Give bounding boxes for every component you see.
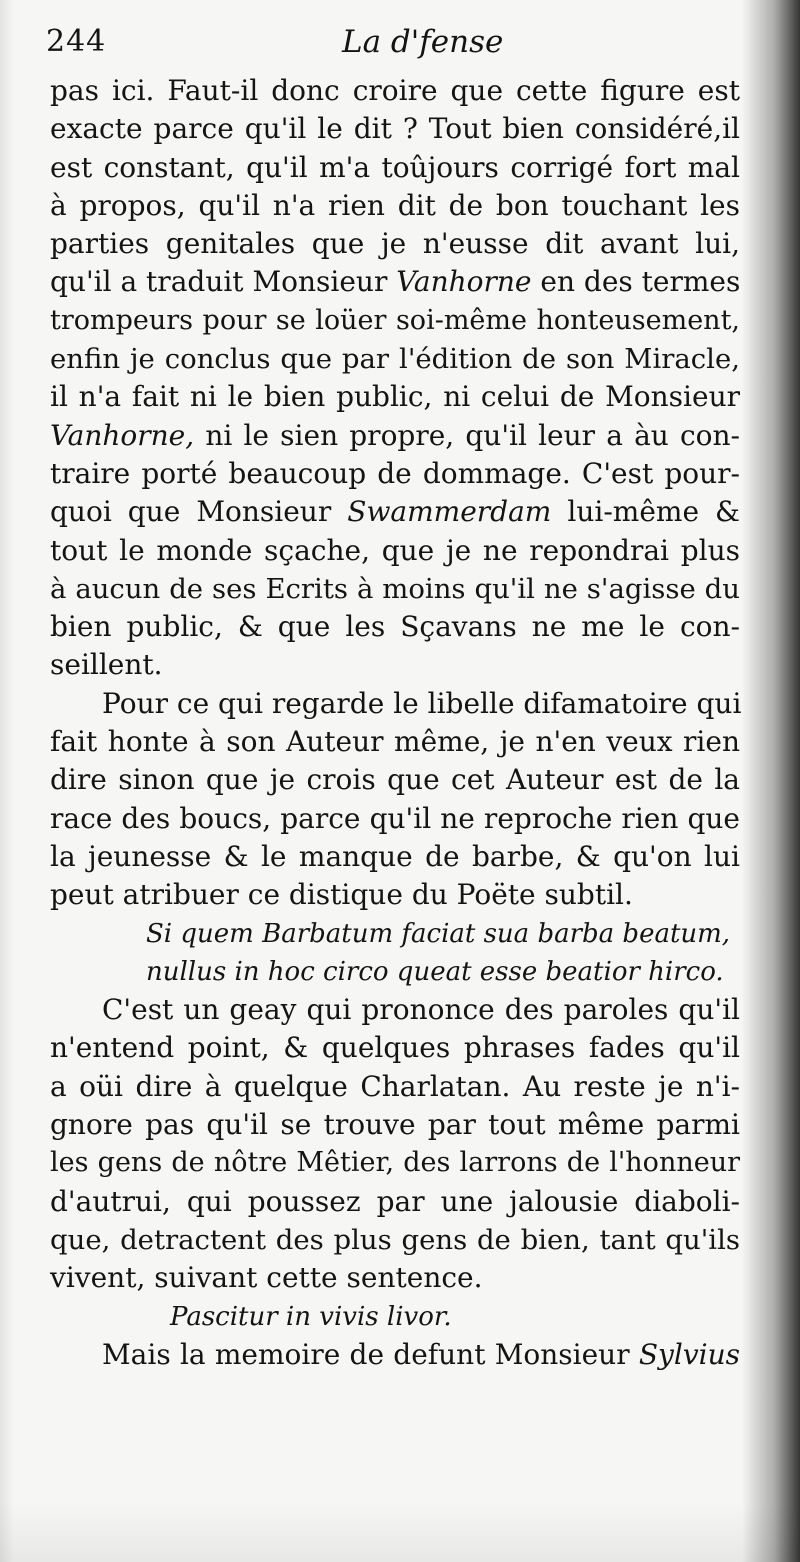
page-header (46, 24, 736, 72)
text-line: enfin je conclus que par l'édition de son Miracle, (50, 343, 740, 376)
name-vanhorne-italic: Vanhorne, (50, 418, 195, 452)
text-line: race des boucs, parce qu'il ne reproche rien que (50, 801, 740, 835)
text-line: il n'a fait ni le bien public, ni celui de Monsieur (50, 380, 740, 414)
running-head: La d'fense (342, 24, 504, 60)
page-number: 244 (46, 24, 107, 59)
text-line: les gens de nôtre Mêtier, des larrons de l'honneur (50, 1147, 740, 1179)
text-line: pas ici. Faut-il donc croire que cette figure est (50, 74, 740, 107)
text-line: a oüi dire à quelque Charlatan. Au reste je n'i- (50, 1069, 740, 1103)
name-swammerdam: Swammerdam (347, 495, 552, 529)
text-line: seillent. (50, 648, 163, 682)
text-line: peut atribuer ce distique du Poëte subtil. (50, 878, 633, 912)
body-text (50, 72, 740, 1374)
text-line: bien public, & que les Sçavans ne me le con- (50, 610, 740, 644)
text-line: est constant, qu'il m'a toûjours corrigé fort mal (50, 150, 740, 184)
text-line: trompeurs pour se loüer soi-même honteusement, (50, 304, 740, 336)
text-line: C'est un geay qui prononce des paroles qu'il (102, 993, 740, 1027)
verse-line: Si quem Barbatum faciat sua barba beatum, (146, 918, 731, 949)
text-segment: quoi que Monsieur (50, 495, 332, 529)
text-line: que, detractent des plus gens de bien, tant qu'ils (50, 1223, 740, 1256)
text-segment: ni le sien propre, qu'il leur a àu con- (205, 418, 740, 452)
verse-line: Pascitur in vivis livor. (170, 1301, 452, 1332)
text-segment: Mais la memoire de defunt Monsieur (102, 1337, 630, 1371)
text-line (50, 417, 740, 455)
text-segment: en des termes (540, 265, 741, 299)
page-gutter-shadow (0, 0, 14, 1562)
text-segment: qu'il a traduit Monsieur (50, 265, 388, 299)
name-sylvius: Sylvius (638, 1337, 740, 1371)
verse-line: nullus in hoc circo queat esse beatior hirco. (146, 956, 724, 987)
text-line: Pour ce qui regarde le libelle difamatoire qui (102, 686, 742, 720)
text-line: parties genitales que je n'eusse dit avant lui, (50, 227, 740, 261)
text-line (50, 1336, 740, 1374)
page-edge-shadow (742, 0, 800, 1562)
text-line: d'autrui, qui poussez par une jalousie diaboli- (50, 1184, 740, 1218)
text-line: vivent, suivant cette sentence. (50, 1261, 483, 1295)
text-line: fait honte à son Auteur même, je n'en veux rien (50, 725, 740, 759)
text-line: dire sinon que je crois que cet Auteur est de la (50, 763, 740, 797)
text-line (50, 493, 740, 531)
text-line: tout le monde sçache, que je ne repondrai plus (50, 533, 740, 567)
text-line: traire porté beaucoup de dommage. C'est pour- (50, 456, 740, 490)
text-line: exacte parce qu'il le dit ? Tout bien considéré,il (50, 112, 740, 146)
text-line: n'entend point, & quelques phrases fades qu'il (50, 1031, 740, 1065)
text-line (50, 263, 740, 301)
text-line: gnore pas qu'il se trouve par tout même parmi (50, 1108, 740, 1142)
name-vanhorne: Vanhorne (396, 265, 532, 299)
text-line: à aucun de ses Ecrits à moins qu'il ne s'agisse du (50, 572, 740, 605)
text-segment: lui-même & (567, 495, 740, 529)
page-bottom-shadow (0, 1502, 800, 1562)
text-line: la jeunesse & le manque de barbe, & qu'on lui (50, 839, 740, 873)
text-line: à propos, qu'il n'a rien dit de bon touchant les (50, 188, 740, 222)
